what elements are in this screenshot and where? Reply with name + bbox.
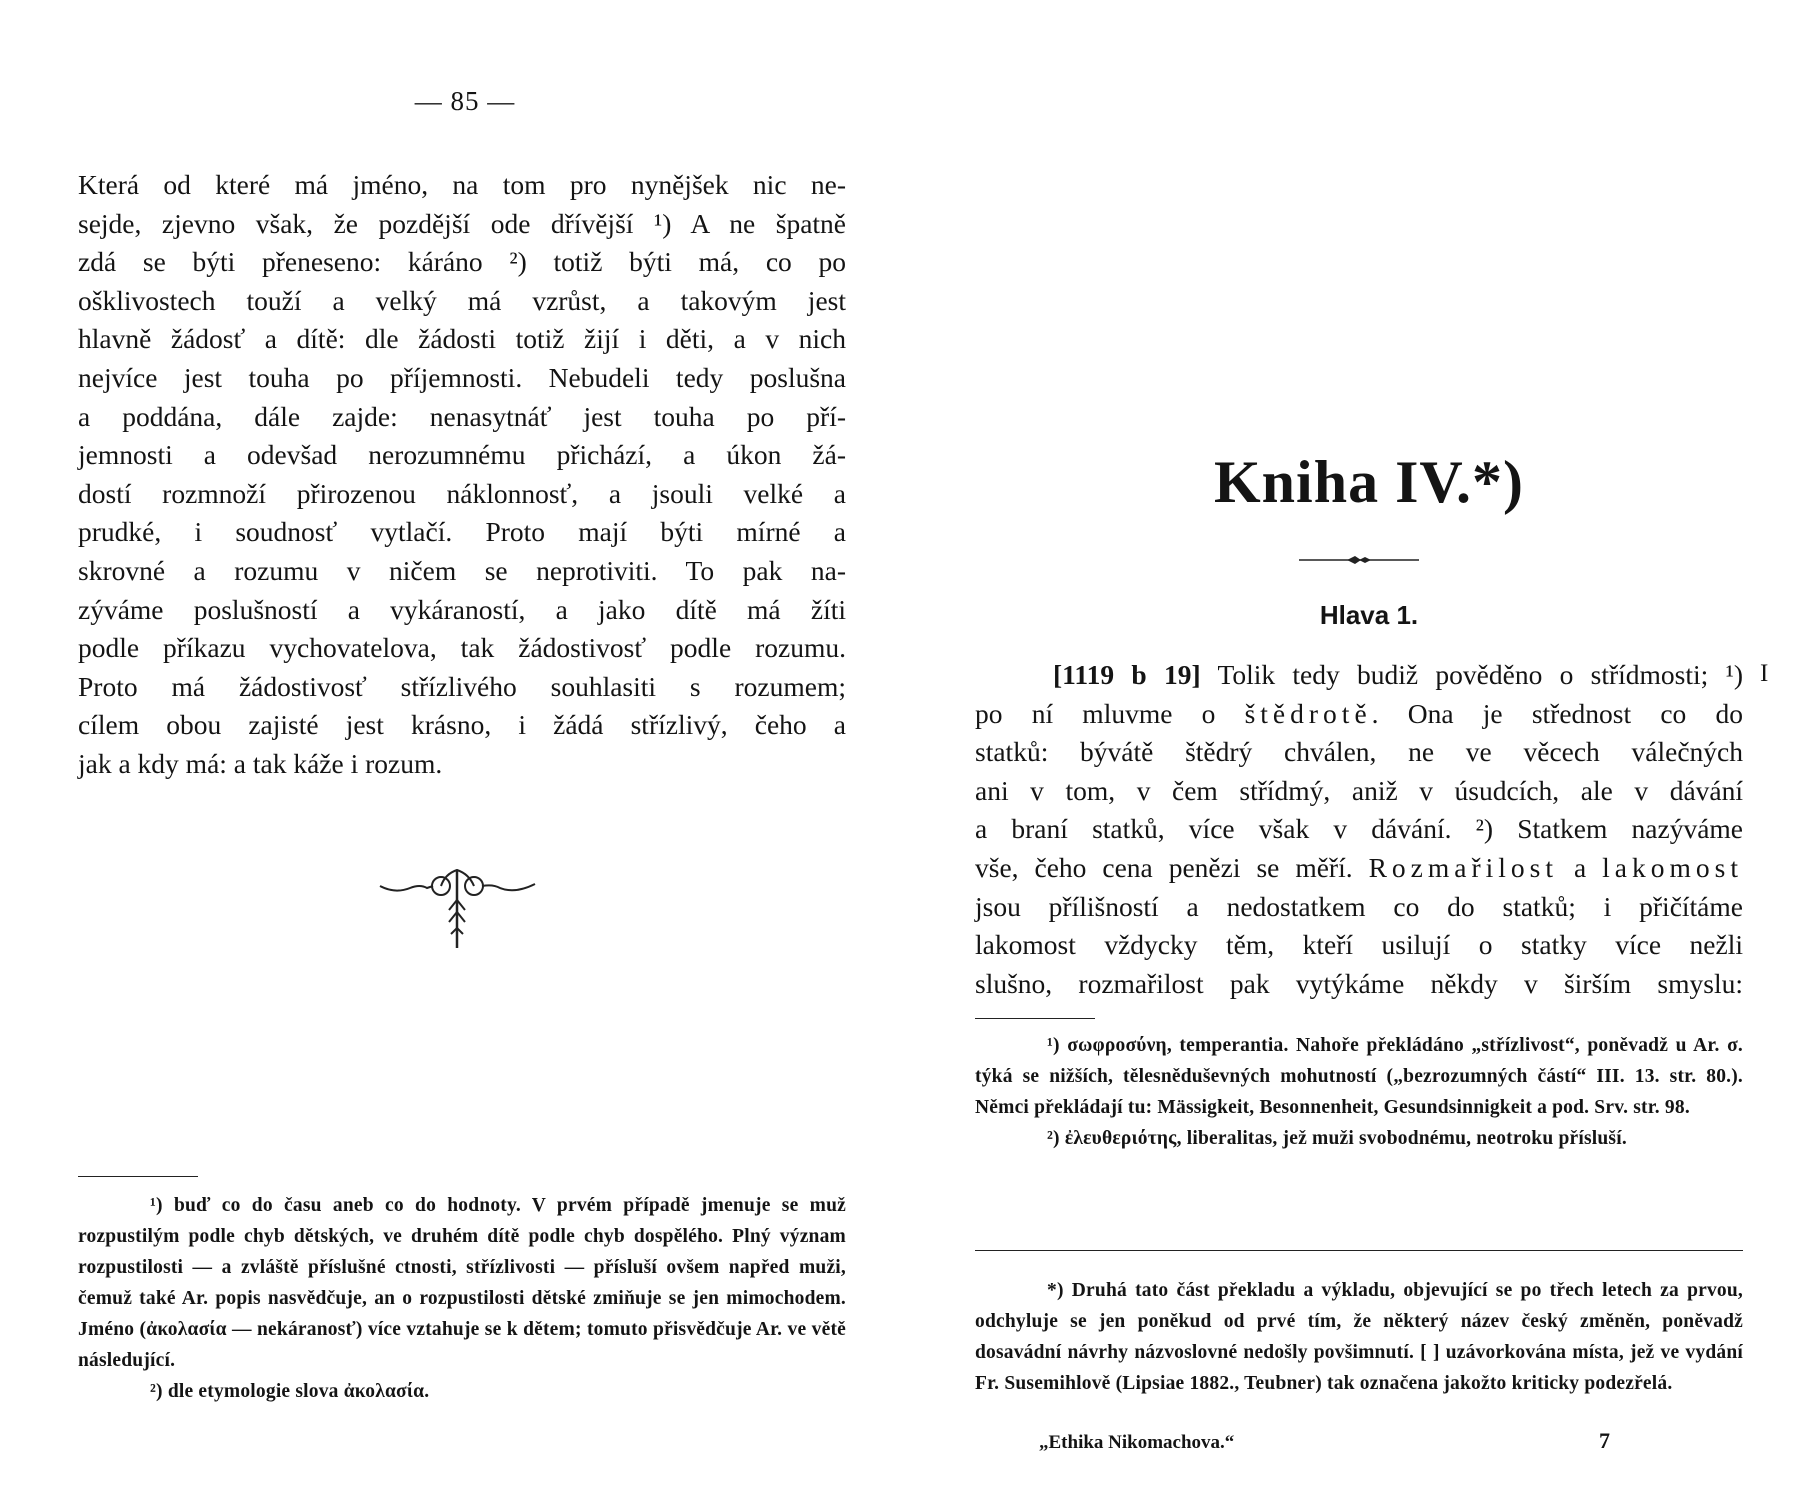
left-body-text xyxy=(78,166,846,784)
emphasis-term: Rozmařilost xyxy=(1368,851,1558,883)
text-line: hlavně žádosť a dítě: dle žádosti totiž žijí i děti, a v nich xyxy=(78,323,846,355)
text-line: Proto má žádostivosť střízlivého souhlasiti s rozumem; xyxy=(78,670,846,702)
text-line: ošklivostech touží a velký má vzrůst, a takovým jest xyxy=(78,284,846,316)
text-line xyxy=(975,656,1743,695)
ornament-icon xyxy=(375,860,540,952)
text-line: dostí rozmnoží přirozenou náklonnosť, a jsouli velké a xyxy=(78,477,846,509)
text-line: lakomost vždycky těm, kteří usilují o statky více nežli xyxy=(975,929,1743,961)
emphasis-term: štědrotě xyxy=(1244,697,1372,729)
footnote: ²) dle etymologie slova ἀκολασία. xyxy=(150,1381,430,1402)
footnote-rule xyxy=(975,1018,1095,1019)
text-line: zýváme poslušností a vykáraností, a jako dítě má žíti xyxy=(78,593,846,625)
footnote-rule xyxy=(78,1176,198,1177)
text-line: jak a kdy má: a tak káže i rozum. xyxy=(78,747,443,779)
book-title: Kniha IV.*) xyxy=(1213,449,1524,515)
footnote: *) Druhá tato část překladu a výkladu, objevující se po třech letech za prvou, odchyluje se jen poněkud od prvé tím, že některý název český změněn, poněvadž dosavádní návrhy názvoslovné nedošly povšimnutí. [ ] uzávorkována místa, jež ve vydání Fr. Susemihlově (Lipsiae 1882., Teubner) tak označena jakožto kriticky podezřelá. xyxy=(975,1280,1743,1394)
footnote: ¹) σωφροσύνη, temperantia. Nahoře překládáno „střízlivost“, poněvadž u Ar. σ. týká se nižších, tělesněduševných mohutností („bezrozumných částí“ III. 13. str. 80.). Němci překládají tu: Mässigkeit, Besonnenheit, Gesundsinnigkeit a pod. Srv. str. 98. xyxy=(975,1035,1743,1118)
page-number: — 85 — xyxy=(414,86,516,116)
left-footnotes xyxy=(78,1190,846,1407)
chapter-title: Hlava 1. xyxy=(1319,600,1419,630)
text-line xyxy=(975,695,1743,734)
text-line: a braní statků, více však v dávání. ²) Statkem nazýváme xyxy=(975,813,1743,845)
text-line: slušno, rozmařilost pak vytýkáme někdy v širším smyslu: xyxy=(975,967,1743,999)
text-line: skrovné a rozumu v ničem se neprotiviti. To pak na- xyxy=(78,554,846,586)
emphasis-term: lakomost xyxy=(1602,851,1743,883)
text-line: a poddána, dále zajde: nenasytnáť jest touha po pří- xyxy=(78,400,846,432)
text-line: podle příkazu vychovatelova, tak žádostivosť podle rozumu. xyxy=(78,632,846,664)
text-line: cílem obou zajisté jest krásno, i žádá střízlivý, čeho a xyxy=(78,709,846,741)
text-span: . Ona je střednost co do xyxy=(1371,697,1743,729)
text-line: jsou přílišností a nedostatkem co do statků; i přičítáme xyxy=(975,890,1743,922)
right-page xyxy=(909,0,1818,1500)
text-line: zdá se býti přeneseno: káráno ²) totiž býti má, co po xyxy=(78,246,846,278)
right-footnotes xyxy=(975,1030,1743,1154)
footnote: ¹) buď co do času aneb co do hodnoty. V prvém případě jmenuje se muž rozpustilým podle chyb dětských, ve druhém dítě podle chyb dospělého. Plný význam rozpustilosti — a zvláště příslušné ctnosti, střízlivosti — přísluší ovšem napřed muži, čemuž také Ar. popis nasvědčuje, an o rozpustilosti dětské zmiňuje se jen mimochodem. Jméno (ἀκολασία — nekáranosť) více vztahuje se k dětem; tomuto přisvědčuje Ar. ve větě následující. xyxy=(78,1195,846,1371)
title-rule-ornament xyxy=(1299,553,1419,567)
margin-reference: I xyxy=(1760,660,1769,687)
text-line: ani v tom, v čem střídmý, aniž v úsudcích, ale v dávání xyxy=(975,774,1743,806)
text-line: sejde, zjevno však, že pozdější ode dřívější ¹) A ne špatně xyxy=(78,207,846,239)
text-span: Tolik tedy budiž pověděno o střídmosti; ¹) xyxy=(1200,659,1743,690)
text-line: nejvíce jest touha po příjemnosti. Nebudeli tedy poslušna xyxy=(78,361,846,393)
running-head: „Ethika Nikomachova.“ xyxy=(1039,1432,1235,1453)
footnote-rule-full xyxy=(975,1250,1743,1251)
bekker-reference: [1119 b 19] xyxy=(1053,659,1201,690)
text-span: vše, čeho cena penězi se měří. xyxy=(975,851,1369,883)
text-line: statků: bývátě štědrý chválen, ne ve věcech válečných xyxy=(975,736,1743,768)
text-line xyxy=(975,849,1743,888)
text-line: prudké, i soudnosť vytlačí. Proto mají býti mírné a xyxy=(78,516,846,548)
text-line: jemnosti a odevšad nerozumnému přichází, a úkon žá- xyxy=(78,439,846,471)
text-line: Která od které má jméno, na tom pro nynějšek nic ne- xyxy=(78,169,846,200)
text-span: a xyxy=(1558,851,1603,883)
sheet-number: 7 xyxy=(1599,1428,1610,1453)
footnote: ²) ἐλευθεριότης, liberalitas, jež muži svobodnému, neotroku přísluší. xyxy=(1047,1128,1627,1149)
star-footnote xyxy=(975,1275,1743,1399)
right-body-text xyxy=(975,656,1743,1003)
text-span: po ní mluvme o xyxy=(975,697,1245,729)
